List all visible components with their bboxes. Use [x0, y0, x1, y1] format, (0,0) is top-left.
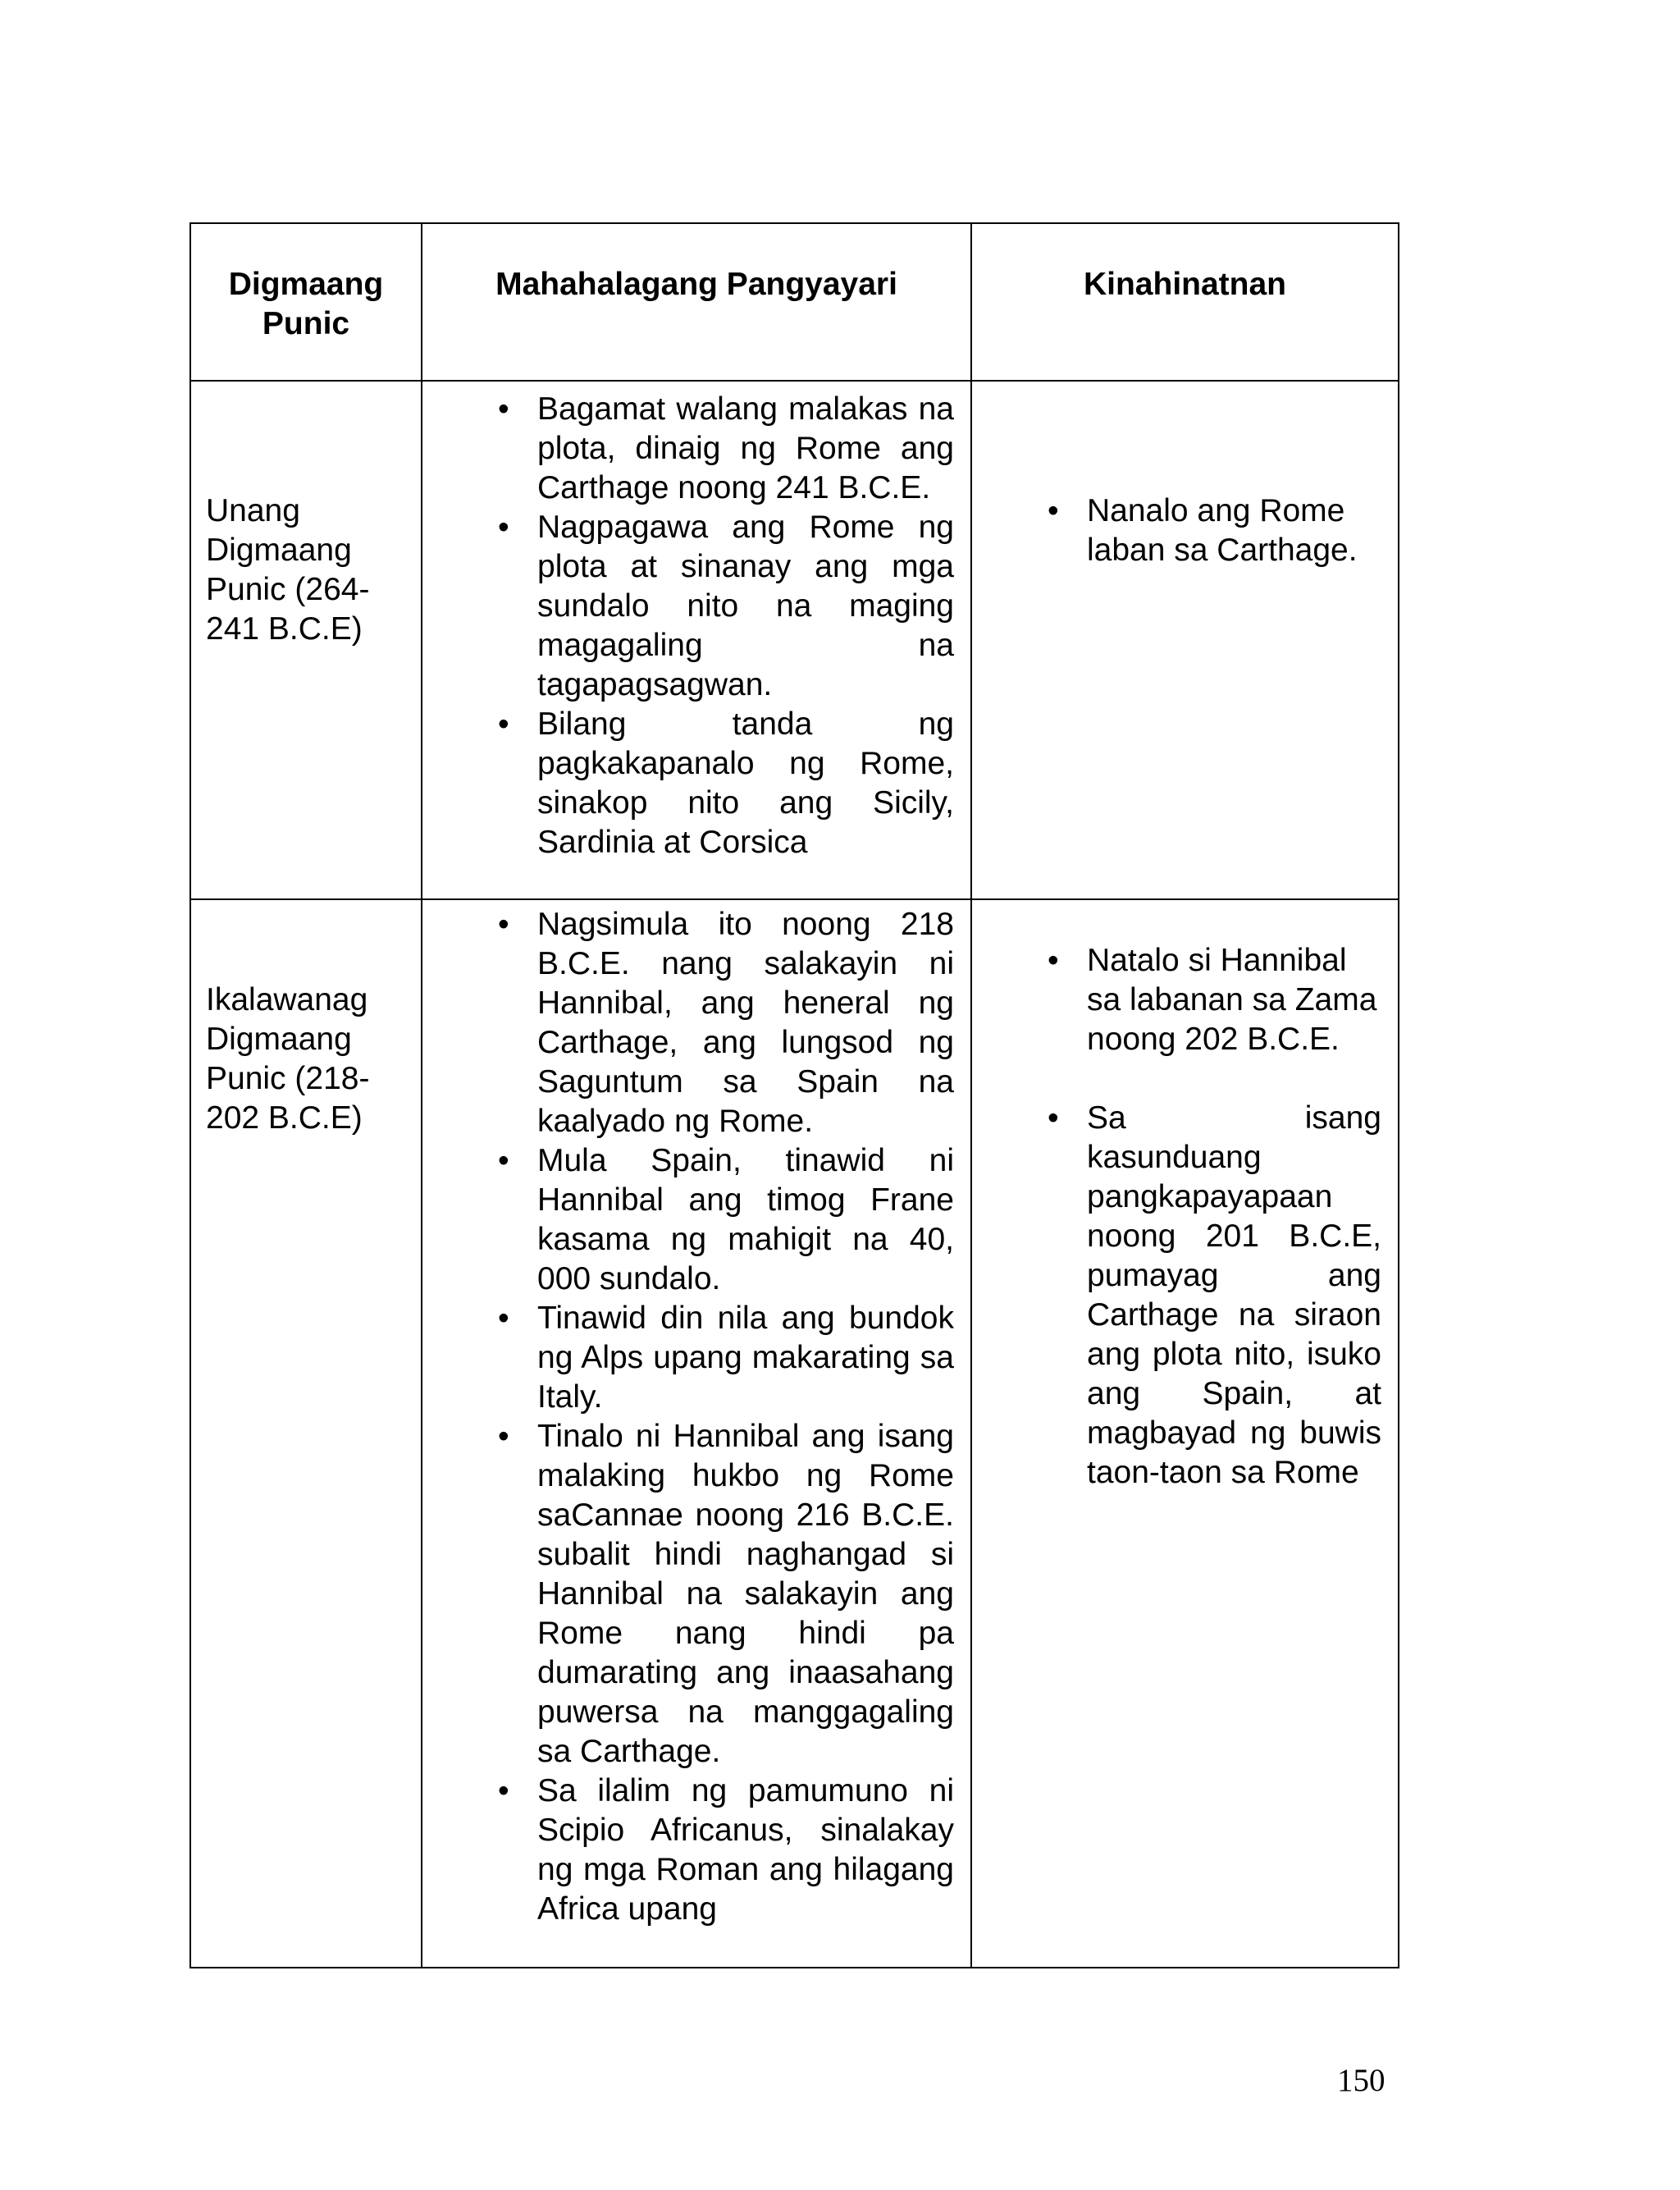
bullet-icon: •	[498, 391, 509, 427]
period-cell	[190, 381, 422, 899]
event-text: Sa ilalim ng pamumuno ni Scipio Africanus, sinalakay ng mga Roman ang hilagang Africa upang	[537, 1773, 954, 1927]
period-label: Ikalawanag Digmaang Punic (218-202 B.C.E)	[206, 982, 370, 1136]
event-text: Nagsimula ito noong 218 B.C.E. nang salakayin ni Hannibal, ang heneral ng Carthage, ang lungsod ng Saguntum sa Spain na kaalyado ng Rome.	[537, 907, 954, 1139]
period-cell	[190, 899, 422, 1968]
bullet-icon: •	[1048, 493, 1059, 528]
bullet-icon: •	[498, 1143, 509, 1178]
results-cell	[971, 899, 1399, 1968]
list-item	[498, 390, 954, 508]
header-events-label: Mahahalagang Pangyayari	[495, 267, 897, 302]
punic-wars-table	[189, 222, 1399, 1968]
results-list	[972, 382, 1398, 570]
bullet-icon: •	[498, 1301, 509, 1336]
table-row	[190, 899, 1399, 1968]
list-item	[498, 1299, 954, 1417]
event-text: Nagpagawa ang Rome ng plota at sinanay ang mga sundalo nito na maging magagaling na tagapagsagwan.	[537, 510, 954, 702]
table-row	[190, 381, 1399, 899]
events-cell	[422, 899, 971, 1968]
header-results-label: Kinahinatnan	[1083, 267, 1286, 302]
bullet-icon: •	[498, 510, 509, 545]
bullet-icon: •	[498, 706, 509, 742]
bullet-icon: •	[1048, 943, 1059, 978]
header-cell-events	[422, 223, 971, 381]
list-item	[1048, 1099, 1381, 1493]
list-item	[498, 705, 954, 862]
list-item	[498, 508, 954, 705]
result-text: Sa isang kasunduang pangkapayapaan noong 201 B.C.E, pumayag ang Carthage na siraon ang plota nito, isuko ang Spain, at magbayad ng buwis taon-taon sa Rome	[1087, 1100, 1381, 1490]
event-text: Tinalo ni Hannibal ang isang malaking hukbo ng Rome saCannae noong 216 B.C.E. subalit hindi naghangad si Hannibal na salakayin ang Rome nang hindi pa dumarating ang inaasahang puwersa na manggagaling sa Carthage.	[537, 1419, 954, 1769]
header-war-label: Digmaang Punic	[228, 267, 384, 341]
list-item	[498, 1417, 954, 1772]
events-list	[422, 382, 970, 862]
bullet-icon: •	[1048, 1100, 1059, 1136]
bullet-icon: •	[498, 1773, 509, 1808]
event-text: Tinawid din nila ang bundok ng Alps upang makarating sa Italy.	[537, 1301, 954, 1415]
event-text: Mula Spain, tinawid ni Hannibal ang timog Frane kasama ng mahigit na 40, 000 sundalo.	[537, 1143, 954, 1296]
result-text: Natalo si Hannibal sa labanan sa Zama noong 202 B.C.E.	[1087, 943, 1377, 1057]
period-label: Unang Digmaang Punic (264-241 B.C.E)	[206, 493, 370, 647]
header-cell-results	[971, 223, 1399, 381]
results-list	[972, 900, 1398, 1493]
results-cell	[971, 381, 1399, 899]
events-cell	[422, 381, 971, 899]
bullet-icon: •	[498, 1419, 509, 1454]
list-item	[1048, 491, 1381, 570]
event-text: Bagamat walang malakas na plota, dinaig ng Rome ang Carthage noong 241 B.C.E.	[537, 391, 954, 505]
header-cell-war	[190, 223, 422, 381]
bullet-icon: •	[498, 907, 509, 942]
events-list	[422, 900, 970, 1929]
table-header-row	[190, 223, 1399, 381]
page-number: 150	[1337, 2063, 1386, 2098]
list-item	[1048, 941, 1381, 1059]
list-item	[498, 905, 954, 1141]
event-text: Bilang tanda ng pagkakapanalo ng Rome, sinakop nito ang Sicily, Sardinia at Corsica	[537, 706, 954, 860]
list-item	[498, 1141, 954, 1299]
list-item	[498, 1772, 954, 1929]
result-text: Nanalo ang Rome laban sa Carthage.	[1087, 493, 1358, 568]
